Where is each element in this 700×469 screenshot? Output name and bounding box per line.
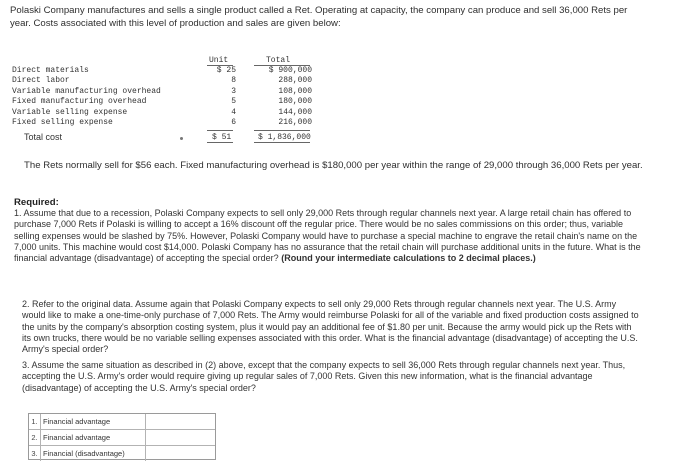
answer-label: Financial (disadvantage): [41, 446, 146, 461]
unit-cost: 5: [231, 97, 236, 107]
total-column-header: Total: [266, 56, 291, 65]
total-cost: 216,000: [278, 118, 312, 128]
total-unit-cost: $ 51: [212, 133, 232, 142]
answer-label: Financial advantage: [41, 430, 146, 445]
answer-number: 2.: [29, 430, 41, 445]
answer-row: [29, 414, 215, 430]
total-cost: 108,000: [278, 86, 312, 96]
cost-label: Direct materials: [12, 66, 89, 75]
unit-column-header: Unit: [209, 56, 229, 65]
answer-3-input[interactable]: [146, 446, 215, 461]
total-sum-rule: [254, 130, 310, 131]
cost-labels: [12, 66, 161, 128]
unit-cost: 4: [231, 107, 236, 117]
bullet-dot: [180, 137, 183, 140]
cost-label: Fixed manufacturing overhead: [12, 97, 147, 107]
unit-cost: $ 25: [216, 66, 236, 75]
unit-cost: 8: [231, 76, 236, 86]
answer-2-input[interactable]: [146, 430, 215, 445]
unit-cost: 6: [231, 118, 236, 128]
cost-label: Fixed selling expense: [12, 118, 113, 128]
question-1-text: 1. Assume that due to a recession, Polaski Company expects to sell only 29,000 Rets through regular channels next year. A large retail chain has offered to purchase 7,000 Rets if Polaski is willing to accept a 16% discount off the regular price. There would be no sales commissions on this order; thus, variable selling expenses would be slashed by 75%. However, Polaski Company would have to purchase a special machine to engrave the retail chain's name on the 7,000 units. This machine would cost $14,000. Polaski Company has no assurance that the retail chain will purchase additional units in the future. What is the financial advantage (disadvantage) of accepting the special order?: [14, 208, 641, 264]
cost-label: Variable manufacturing overhead: [12, 86, 161, 96]
total-cost: 180,000: [278, 97, 312, 107]
cost-label: Direct labor: [12, 76, 70, 86]
answer-1-input[interactable]: [146, 414, 215, 429]
total-cost-label: Total cost: [24, 132, 63, 142]
total-cost: 288,000: [278, 76, 312, 86]
unit-values: [206, 66, 236, 128]
cost-label: Variable selling expense: [12, 107, 128, 117]
answer-row: [29, 430, 215, 446]
answer-row: [29, 446, 215, 461]
answer-label: Financial advantage: [41, 414, 146, 429]
total-values: [252, 66, 312, 128]
answer-table: [28, 413, 216, 460]
selling-price-paragraph: The Rets normally sell for $56 each. Fixed manufacturing overhead is $180,000 per year within the range of 29,000 through 36,000 Rets per year.: [24, 160, 643, 171]
question-1: [14, 208, 642, 264]
answer-number: 3.: [29, 446, 41, 461]
unit-sum-rule: [207, 130, 233, 131]
total-cost: $ 900,000: [268, 66, 312, 75]
intro-paragraph: Polaski Company manufactures and sells a single product called a Ret. Operating at capacity, the company can produce and sell 36,000 Rets per year. Costs associated with this level of production and sales are given below:: [10, 5, 628, 29]
question-2: 2. Refer to the original data. Assume again that Polaski Company expects to sell only 29,000 Rets through regular channels next year. The U.S. Army would like to make a one-time-only purchase of 7,000 Rets. The Army would reimburse Polaski for all of the variable and fixed production costs assigned to the units by the company's absorption costing system, plus it would pay an additional fee of $1.80 per unit. Because the army would pick up the Rets with its own trucks, there would be no variable selling expenses associated with this order. What is the financial advantage (disadvantage) of accepting the U.S. Army's special order?: [22, 299, 639, 355]
total-cost: 144,000: [278, 107, 312, 117]
question-1-rounding-note: (Round your intermediate calculations to 2 decimal places.): [281, 253, 536, 264]
question-3: 3. Assume the same situation as described in (2) above, except that the company expects to sell 36,000 Rets through regular channels next year. Thus, accepting the U.S. Army's order would require giving up regular sales of 7,000 Rets. Given this new information, what is the financial advantage (disadvantage) of accepting the U.S. Army's special order?: [22, 360, 626, 393]
unit-double-rule: [207, 142, 233, 143]
grand-total-cost: $ 1,836,000: [258, 133, 311, 142]
answer-number: 1.: [29, 414, 41, 429]
unit-cost: 3: [231, 86, 236, 96]
required-heading: Required:: [14, 197, 59, 208]
total-double-rule: [254, 142, 310, 143]
